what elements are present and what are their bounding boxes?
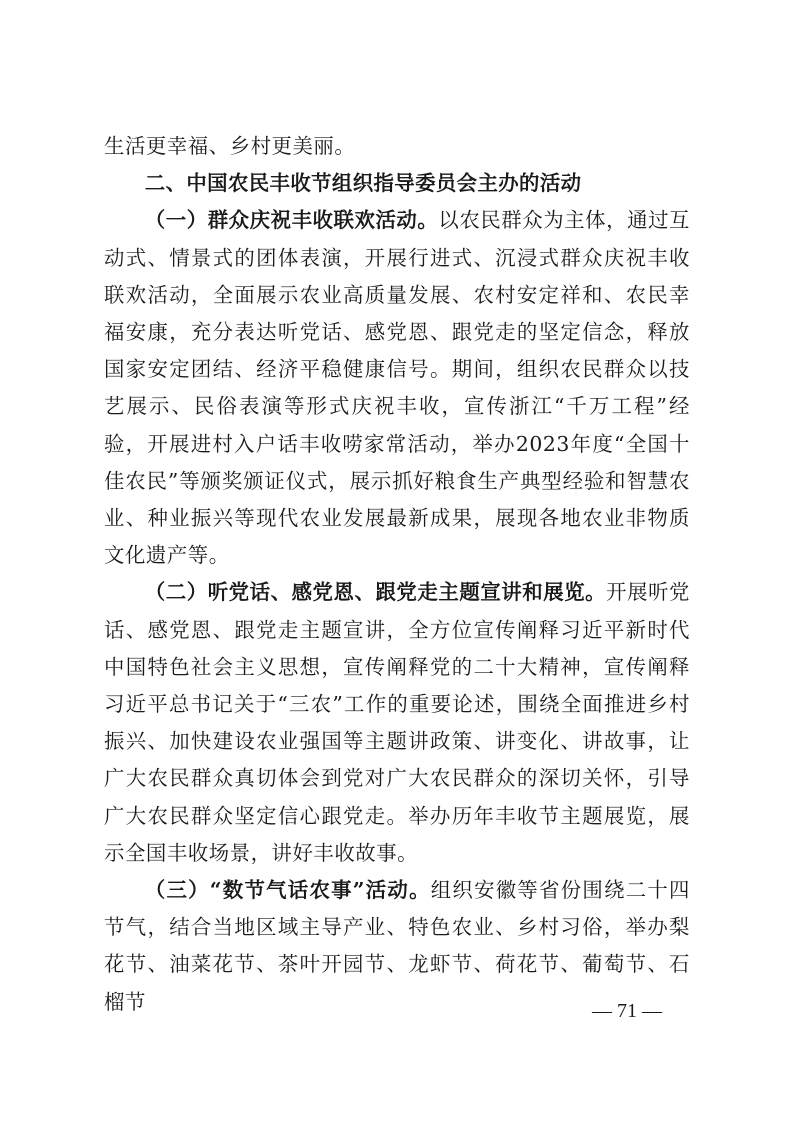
paragraph-3-label: （三）“数节气话农事”活动。 (144, 878, 431, 903)
paragraph-2 (104, 574, 690, 872)
paragraph-2-label: （二）听党话、感党恩、跟党走主题宣讲和展览。 (144, 580, 607, 605)
paragraph-3 (104, 872, 690, 1021)
paragraph-1-body: 以农民群众为主体，通过互动式、情景式的团体表演，开展行进式、沉浸式群众庆祝丰收联欢活动，全面展示农业高质量发展、农村安定祥和、农民幸福安康，充分表达听党话、感党恩、跟党走的坚定信念，释放国家安定团结、经济平稳健康信号。期间，组织农民群众以技艺展示、民俗表演等形式庆祝丰收，宣传浙江“千万工程”经验，开展进村入户话丰收唠家常活动，举办2023年度“全国十佳农民”等颁奖颁证仪式，展示抓好粮食生产典型经验和智慧农业、种业振兴等现代农业发展最新成果，展现各地农业非物质文化遗产等。 (104, 208, 690, 568)
page-number: — 71 — (592, 1000, 662, 1022)
document-page (104, 128, 690, 1021)
continuation-text: 生活更幸福、乡村更美丽。 (104, 134, 356, 158)
paragraph-1 (104, 202, 690, 574)
section-heading: 二、中国农民丰收节组织指导委员会主办的活动 (144, 171, 582, 196)
paragraph-2-body: 开展听党话、感党恩、跟党走主题宣讲，全方位宣传阐释习近平新时代中国特色社会主义思想，宣传阐释党的二十大精神，宣传阐释习近平总书记关于“三农”工作的重要论述，围绕全面推进乡村振兴、加快建设农业强国等主题讲政策、讲变化、讲故事，让广大农民群众真切体会到党对广大农民群众的深切关怀，引导广大农民群众坚定信心跟党走。举办历年丰收节主题展览，展示全国丰收场景，讲好丰收故事。 (104, 580, 690, 865)
paragraph-3-body: 组织安徽等省份围绕二十四节气，结合当地区域主导产业、特色农业、乡村习俗，举办梨花节、油菜花节、茶叶开园节、龙虾节、荷花节、葡萄节、石榴节 (104, 878, 690, 1014)
paragraph-1-label: （一）群众庆祝丰收联欢活动。 (144, 208, 439, 233)
